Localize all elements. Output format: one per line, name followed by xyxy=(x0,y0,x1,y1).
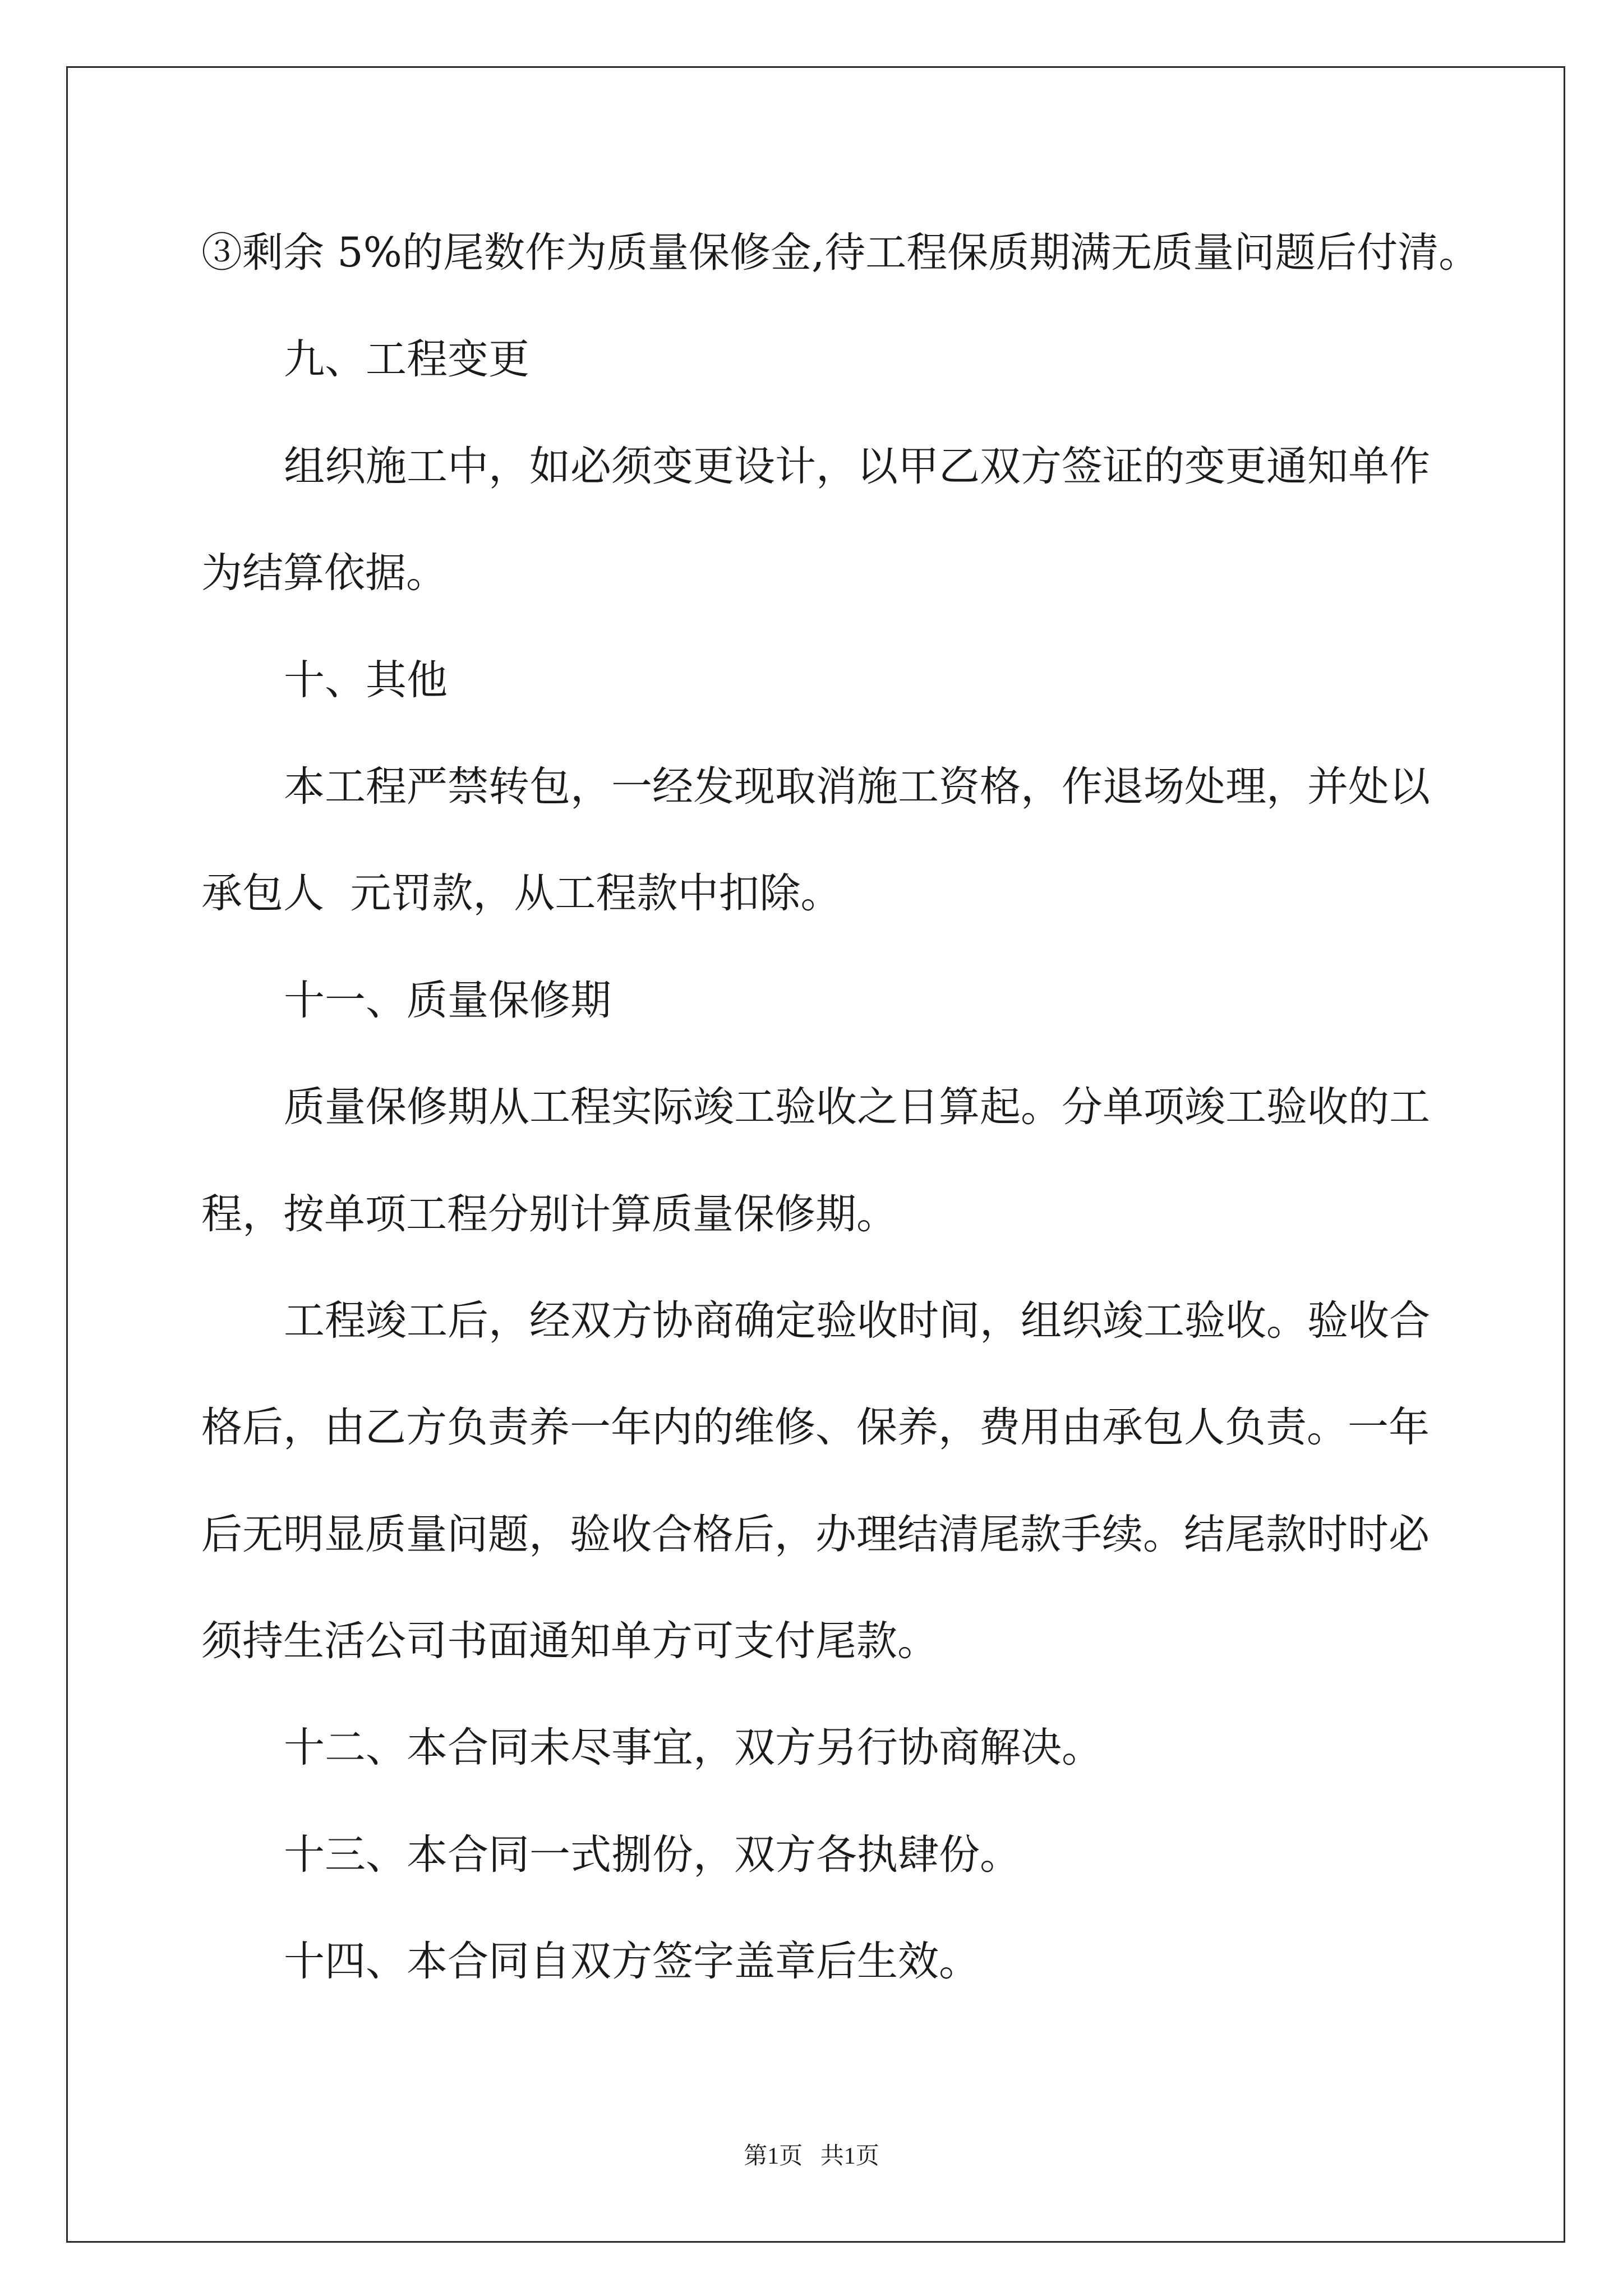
document-body xyxy=(201,200,1480,2016)
clause-line: 十四、本合同自双方签字盖章后生效。 xyxy=(284,1938,980,1986)
paragraph-line: 须持生活公司书面通知单方可支付尾款。 xyxy=(201,1617,938,1665)
paragraph-line: 承包人 元罚款，从工程款中扣除。 xyxy=(201,869,842,918)
paragraph-line: 程，按单项工程分别计算质量保修期。 xyxy=(201,1190,897,1238)
paragraph-line: 后无明显质量问题，验收合格后，办理结清尾款手续。结尾款时时必 xyxy=(201,1510,1430,1558)
paragraph-line: 格后，由乙方负责养一年内的维修、保养，费用由承包人负责。一年 xyxy=(201,1404,1430,1452)
page-number: 第1页 共1页 xyxy=(744,2143,879,2169)
paragraph-line: 为结算依据。 xyxy=(201,549,447,597)
clause-line: 十三、本合同一式捌份，双方各执肆份。 xyxy=(284,1830,1021,1879)
section-heading: 九、工程变更 xyxy=(284,335,529,384)
paragraph-line: 工程竣工后，经双方协商确定验收时间，组织竣工验收。验收合 xyxy=(284,1296,1430,1345)
paragraph-line: 质量保修期从工程实际竣工验收之日算起。分单项竣工验收的工 xyxy=(284,1083,1430,1131)
clause-line: 十二、本合同未尽事宜，双方另行协商解决。 xyxy=(284,1724,1103,1772)
section-heading: 十一、质量保修期 xyxy=(284,976,611,1024)
paragraph-line: 本工程严禁转包，一经发现取消施工资格，作退场处理，并处以 xyxy=(284,762,1430,811)
paragraph-line: 组织施工中，如必须变更设计，以甲乙双方签证的变更通知单作 xyxy=(284,442,1430,490)
paragraph-line: ③剩余 5%的尾数作为质量保修金,待工程保质期满无质量问题后付清。 xyxy=(201,229,1480,277)
section-heading: 十、其他 xyxy=(284,656,448,704)
